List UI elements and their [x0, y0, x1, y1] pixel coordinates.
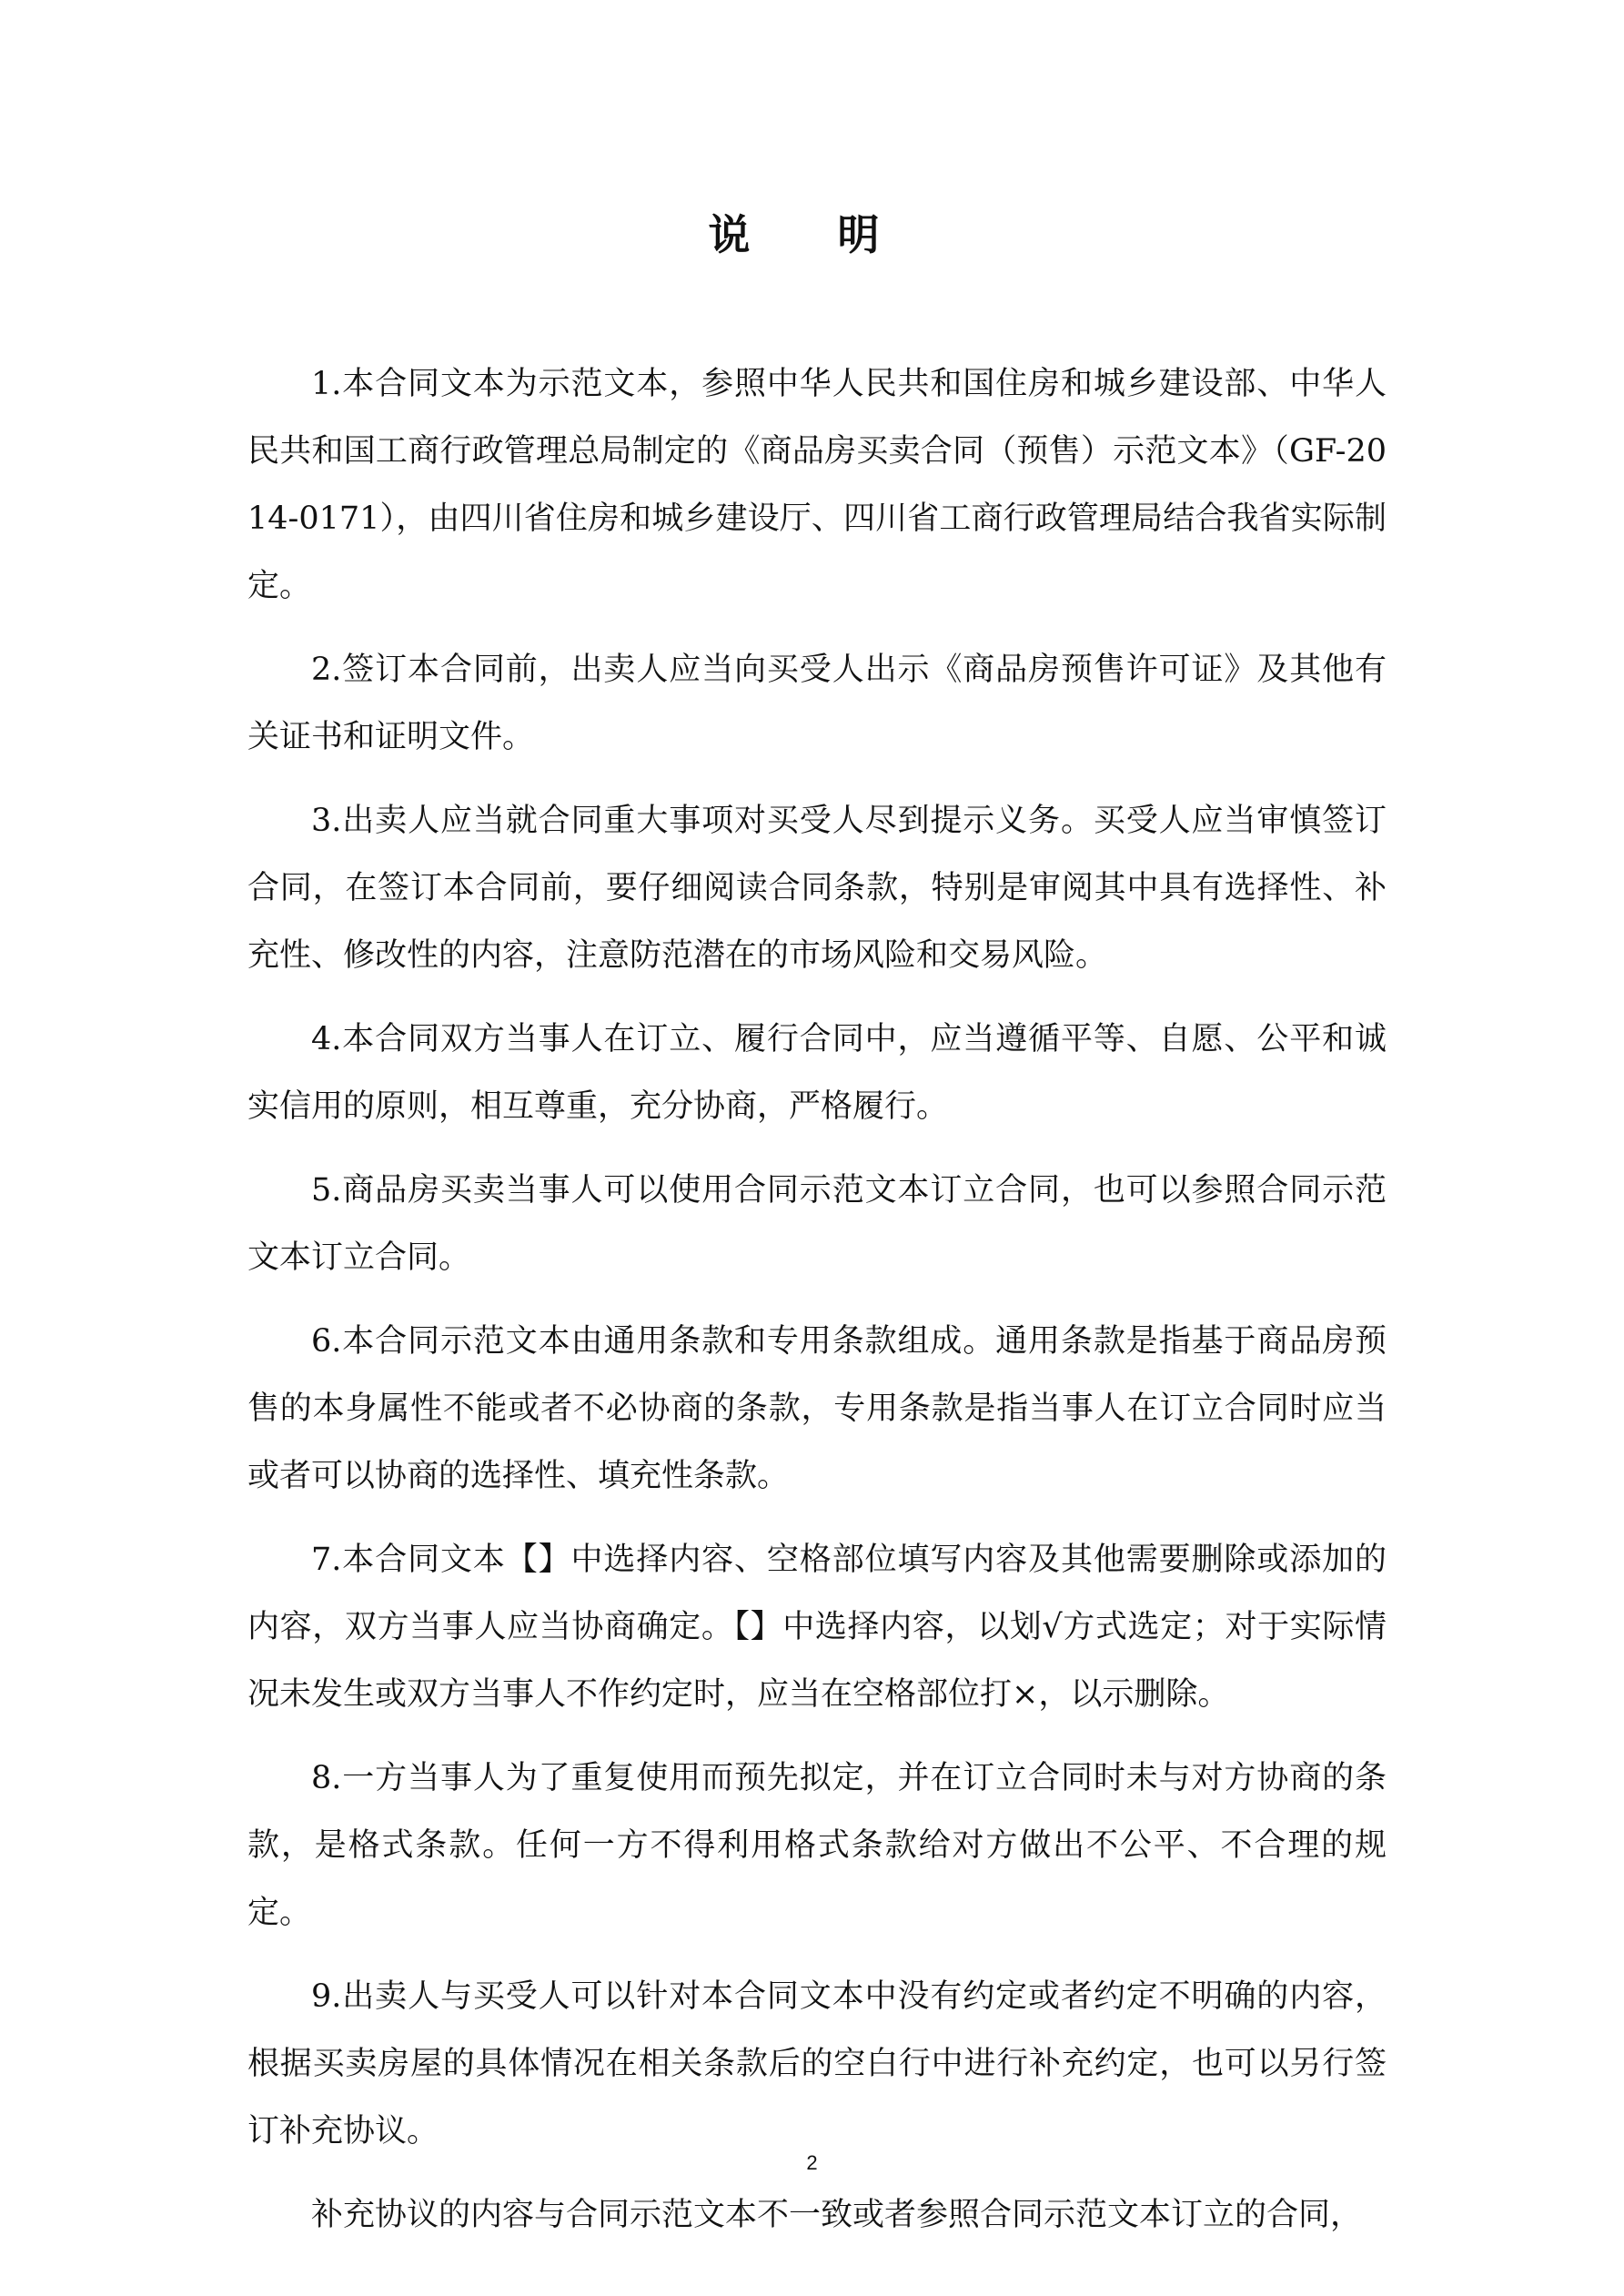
- paragraph-5: 5.商品房买卖当事人可以使用合同示范文本订立合同，也可以参照合同示范文本订立合同。: [247, 1172, 1387, 1276]
- paragraph-1: 1.本合同文本为示范文本，参照中华人民共和国住房和城乡建设部、中华人民共和国工商行政管理总局制定的《商品房买卖合同（预售）示范文本》（GF-2014-0171），由四川省住房和城乡建设厅、四川省工商行政管理局结合我省实际制定。: [247, 366, 1387, 604]
- paragraph-2: 2.签订本合同前，出卖人应当向买受人出示《商品房预售许可证》及其他有关证书和证明文件。: [247, 652, 1387, 755]
- paragraph-8: 8.一方当事人为了重复使用而预先拟定，并在订立合同时未与对方协商的条款，是格式条款。任何一方不得利用格式条款给对方做出不公平、不合理的规定。: [247, 1760, 1387, 1931]
- paragraph-6: 6.本合同示范文本由通用条款和专用条款组成。通用条款是指基于商品房预售的本身属性不能或者不必协商的条款，专用条款是指当事人在订立合同时应当或者可以协商的选择性、填充性条款。: [247, 1323, 1387, 1494]
- paragraph-4: 4.本合同双方当事人在订立、履行合同中，应当遵循平等、自愿、公平和诚实信用的原则，相互尊重，充分协商，严格履行。: [247, 1021, 1387, 1125]
- page-title: 说 明: [708, 210, 916, 259]
- page-number: 2: [806, 2151, 818, 2174]
- paragraph-3: 3.出卖人应当就合同重大事项对买受人尽到提示义务。买受人应当审慎签订合同，在签订本合同前，要仔细阅读合同条款，特别是审阅其中具有选择性、补充性、修改性的内容，注意防范潜在的市场风险和交易风险。: [247, 803, 1387, 974]
- paragraph-10: 补充协议的内容与合同示范文本不一致或者参照合同示范文本订立的合同，: [311, 2197, 1363, 2233]
- paragraph-7: 7.本合同文本【】中选择内容、空格部位填写内容及其他需要删除或添加的内容，双方当事人应当协商确定。【】中选择内容，以划√方式选定；对于实际情况未发生或双方当事人不作约定时，应当在空格部位打×，以示删除。: [247, 1542, 1387, 1713]
- body-text: [247, 350, 1387, 2265]
- paragraph-9: 9.出卖人与买受人可以针对本合同文本中没有约定或者约定不明确的内容，根据买卖房屋的具体情况在相关条款后的空白行中进行补充约定，也可以另行签订补充协议。: [247, 1978, 1387, 2149]
